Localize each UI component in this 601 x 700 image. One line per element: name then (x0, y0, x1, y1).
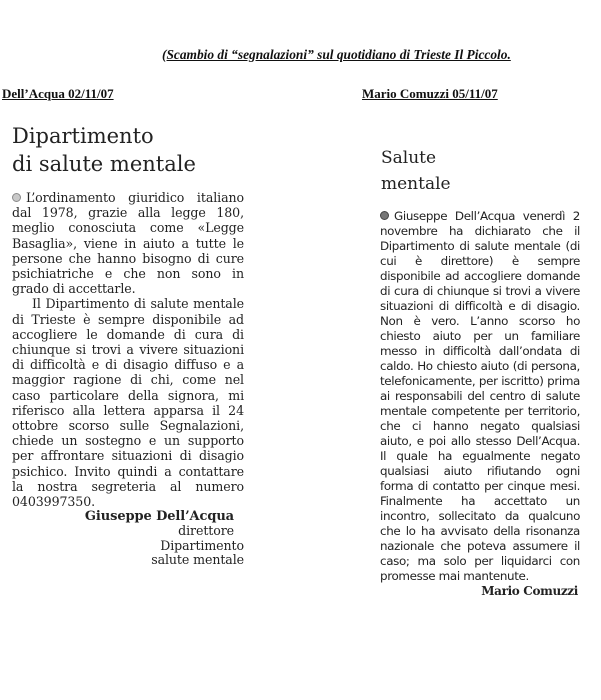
bullet-icon (12, 193, 21, 202)
left-signature-role-3: salute mentale (151, 552, 244, 568)
left-signature-role-1: direttore (178, 523, 234, 539)
right-headline-line-1: Salute (381, 148, 437, 168)
right-article-paragraph (380, 209, 580, 584)
right-article-body (380, 209, 580, 598)
right-date-label: Mario Comuzzi 05/11/07 (362, 86, 498, 101)
right-article-headline (381, 145, 581, 197)
right-paragraph-text: Giuseppe Dell’Acqua venerdì 2 novembre ha dichiarato che il Dipartimento di salute mentale (di cui è direttore) è sempre disponibile ad accogliere domande di cura di chiunque si trovi a vivere situazioni di difficoltà e di disagio. Non è vero. L’anno scorso ho chiesto aiuto per un familiare messo in difficoltà dall’ondata di caldo. Ho chiesto aiuto (di persona, telefonicamente, per iscritto) prima ai responsabili del centro di salute mentale competente per territorio, che ci hanno negato qualsiasi aiuto, e poi allo stesso Dell’Acqua. Il quale ha egualmente negato qualsiasi aiuto rifiutando ogni forma di contatto per cinque mesi. Finalmente ha accettato un incontro, sollecitato da qualcuno che lo ha avvisato della risonanza nazionale che poteva assumere il caso; ma solo per liquidarci con promesse mai mantenute. (380, 209, 580, 583)
left-article-body (12, 190, 244, 568)
left-headline-line-2: di salute mentale (12, 152, 196, 176)
exchange-caption: (Scambio di “segnalazioni” sul quotidiano di Trieste Il Piccolo. (162, 47, 511, 62)
left-article-paragraph-2: Il Dipartimento di salute mentale di Trieste è sempre disponibile ad accogliere le domande di cura di chiunque si trovi a vivere situazioni di difficoltà e di disagio diffuso e a maggior ragione di chi, come nel caso particolare della signora, mi riferisco alla lettera apparsa il 24 ottobre scorso sulle Segnalazioni, chiede un sostegno e un supporto per affrontare situazioni di disagio psichico. Invito quindi a contattare la nostra segreteria al numero 0403997350. (12, 296, 244, 510)
right-article-signature: Mario Comuzzi (481, 584, 578, 598)
left-article-paragraph-1 (12, 190, 244, 296)
left-date-label: Dell’Acqua 02/11/07 (2, 86, 114, 101)
bullet-icon (380, 211, 389, 220)
left-article-headline (12, 122, 252, 178)
left-article-signature: Giuseppe Dell’Acqua (84, 509, 234, 525)
left-paragraph-1-text: L’ordinamento giuridico italiano dal 1978, grazie alla legge 180, meglio conosciuta come «Legge Basaglia», viene in aiuto a tutte le persone che hanno bisogno di cure psichiatriche e che non sono in grado di accettarle. (12, 190, 244, 297)
left-headline-line-1: Dipartimento (12, 124, 154, 148)
left-signature-role-2: Dipartimento (160, 537, 244, 553)
right-headline-line-2: mentale (381, 174, 451, 194)
